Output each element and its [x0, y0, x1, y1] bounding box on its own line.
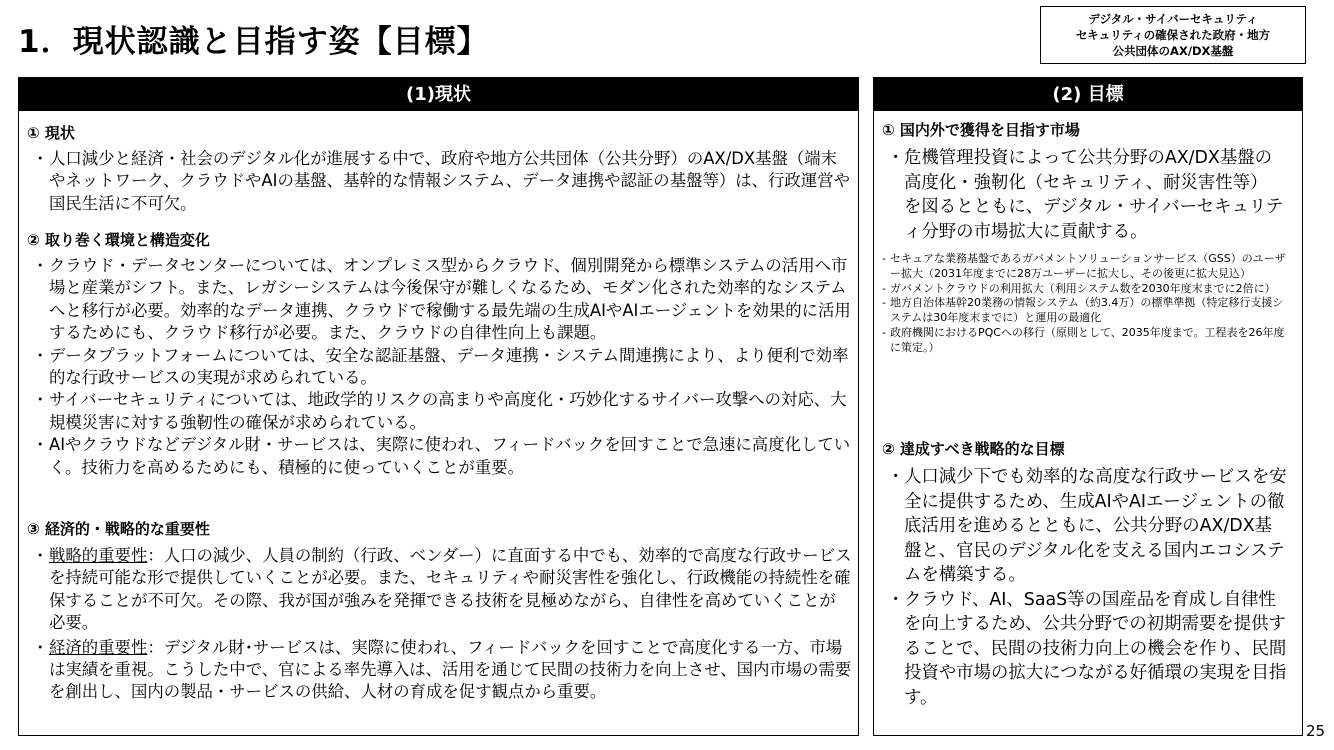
bullet-item [874, 465, 1302, 588]
bullet-mark: ・ [32, 390, 49, 410]
current-section [19, 123, 858, 215]
bullet-text: クラウド、AI、SaaS等の国産品を育成し自律性を向上するため、公共分野での初期需要を提供することで、民間の技術力向上の機会を作り、民間投資や市場の拡大につながる好循環の実現を目指す。 [904, 589, 1287, 708]
bullet-text: サイバーセキュリティについては、地政学的リスクの高まりや高度化・巧妙化するサイバー攻撃への対応、大規模災害に対する強靭性の確保が求められている。 [49, 390, 847, 432]
bullet-item [19, 148, 858, 215]
economic-importance-label: 経済的重要性 [49, 637, 148, 657]
note-item [874, 252, 1292, 282]
strategic-importance-label: 戦略的重要性 [49, 546, 148, 565]
environment-section [19, 230, 858, 479]
section-heading: ② 達成すべき戦略的な目標 [882, 440, 1065, 458]
importance-section [19, 519, 858, 704]
bullet-text: 人口減少下でも効率的な高度な行政サービスを安全に提供するため、生成AIやAIエージェントの徹底活用を進めるとともに、公共分野のAX/DX基盤と、官民のデジタル化を支える国内エコシステムを構築する。 [904, 467, 1287, 585]
note-text: 政府機関におけるPQCへの移行（原則として、2035年度まで。工程表を26年度に策定。） [890, 325, 1285, 354]
bullet-item [874, 146, 1302, 244]
note-item [874, 296, 1292, 326]
bullet-item [874, 588, 1302, 711]
note-item [874, 326, 1292, 356]
category-tag-line: セキュリティの確保された政府・地方 [1075, 28, 1271, 42]
bullet-mark: ・ [887, 467, 905, 487]
bullet-mark: ・ [32, 149, 49, 168]
note-text: セキュアな業務基盤であるガバメントソリューションサービス（GSS）のユーザー拡大（2031年度までに28万ユーザーに拡大し、その後更に拡大見込） [890, 252, 1286, 280]
section-heading: ② 取り巻く環境と構造変化 [27, 231, 210, 249]
section-heading: ③ 経済的・戦略的な重要性 [27, 520, 210, 538]
bullet-item [19, 545, 858, 635]
note-dash: - [882, 252, 886, 265]
bullet-text: 人口減少と経済・社会のデジタル化が進展する中で、政府や地方公共団体（公共分野）のAX/DX基盤（端末やネットワーク、クラウドやAIの基盤、基幹的な情報システム、データ連携や認証の基盤等）は、行政運営や国民生活に不可欠。 [49, 149, 850, 213]
bullet-text: ：デジタル財･サービスは、実際に使われ、フィードバックを回すことで高度化する一方、市場は実績を重視。こうした中で、官による率先導入は、活用を通じて民間の技術力を向上させ、国内市場の需要を創出し、国内の製品・サービスの供給、人材の育成を促す観点から重要。 [49, 637, 852, 702]
current-status-panel [18, 77, 859, 736]
panel-header: (1)現状 [19, 78, 858, 111]
bullet-text: データプラットフォームについては、安全な認証基盤、データ連携・システム間連携により、より便利で効率的な行政サービスの実現が求められている。 [49, 345, 849, 388]
bullet-item [19, 255, 858, 345]
category-tag [1040, 6, 1306, 64]
panel-header: (2) 目標 [874, 78, 1302, 111]
note-text: ガバメントクラウドの利用拡大（利用システム数を2030年度末までに2倍に） [890, 281, 1276, 295]
bullet-mark: ・ [32, 435, 49, 455]
bullet-mark: ・ [32, 546, 49, 565]
category-tag-line: 公共団体のAX/DX基盤 [1112, 44, 1234, 58]
note-dash: - [882, 281, 886, 295]
page-number: 25 [1306, 722, 1326, 740]
bullet-text: AIやクラウドなどデジタル財・サービスは、実際に使われ、フィードバックを回すことで急速に高度化していく。技術力を高めるためにも、積極的に使っていくことが重要。 [49, 435, 851, 477]
bullet-mark: ・ [32, 345, 49, 365]
bullet-text: ：人口の減少、人員の制約（行政、ベンダー）に直面する中でも、効率的で高度な行政サービスを持続可能な形で提供していくことが必要。また、セキュリティや耐災害性を強化し、行政機能の持続性を確保することが不可欠。その際、我が国が強みを発揮できる技術を見極めながら、自律性を高めていくことが必要。 [49, 546, 852, 633]
note-dash: - [882, 325, 886, 339]
bullet-mark: ・ [32, 256, 49, 275]
bullet-item [19, 637, 858, 704]
category-tag-line: デジタル・サイバーセキュリティ [1088, 12, 1258, 26]
bullet-item [19, 345, 858, 390]
bullet-mark: ・ [887, 148, 905, 168]
bullet-text: 危機管理投資によって公共分野のAX/DX基盤の高度化・強靭化（セキュリティ、耐災害性等）を図るとともに、デジタル・サイバーセキュリティ分野の市場拡大に貢献する。 [904, 148, 1284, 242]
bullet-item [19, 389, 858, 434]
kpi-notes [874, 252, 1302, 356]
goals-panel [873, 77, 1303, 736]
note-text: 地方自治体基幹20業務の情報システム（約3.4万）の標準準拠（特定移行支援システムは30年度末までに）と運用の最適化 [890, 296, 1284, 325]
bullet-mark: ・ [32, 637, 49, 657]
note-dash: - [882, 296, 886, 310]
strategic-goals-section [874, 439, 1302, 710]
section-heading: ① 現状 [27, 124, 75, 142]
bullet-mark: ・ [887, 589, 905, 610]
bullet-item [19, 434, 858, 479]
page-title: 1．現状認識と目指す姿【目標】 [18, 24, 489, 60]
note-item [874, 282, 1292, 297]
target-market-section [874, 120, 1302, 356]
section-heading: ① 国内外で獲得を目指す市場 [882, 121, 1080, 139]
bullet-text: クラウド・データセンターについては、オンプレミス型からクラウド、個別開発から標準システムの活用へ市場と産業がシフト。また、レガシーシステムは今後保守が難しくなるため、モダン化された効率的なシステムへと移行が必要。効率的なデータ連携、クラウドで稼働する最先端の生成AIやAIエージェントを効果的に活用するためにも、クラウド移行が必要。また、クラウドの自律性向上も課題。 [49, 256, 851, 343]
